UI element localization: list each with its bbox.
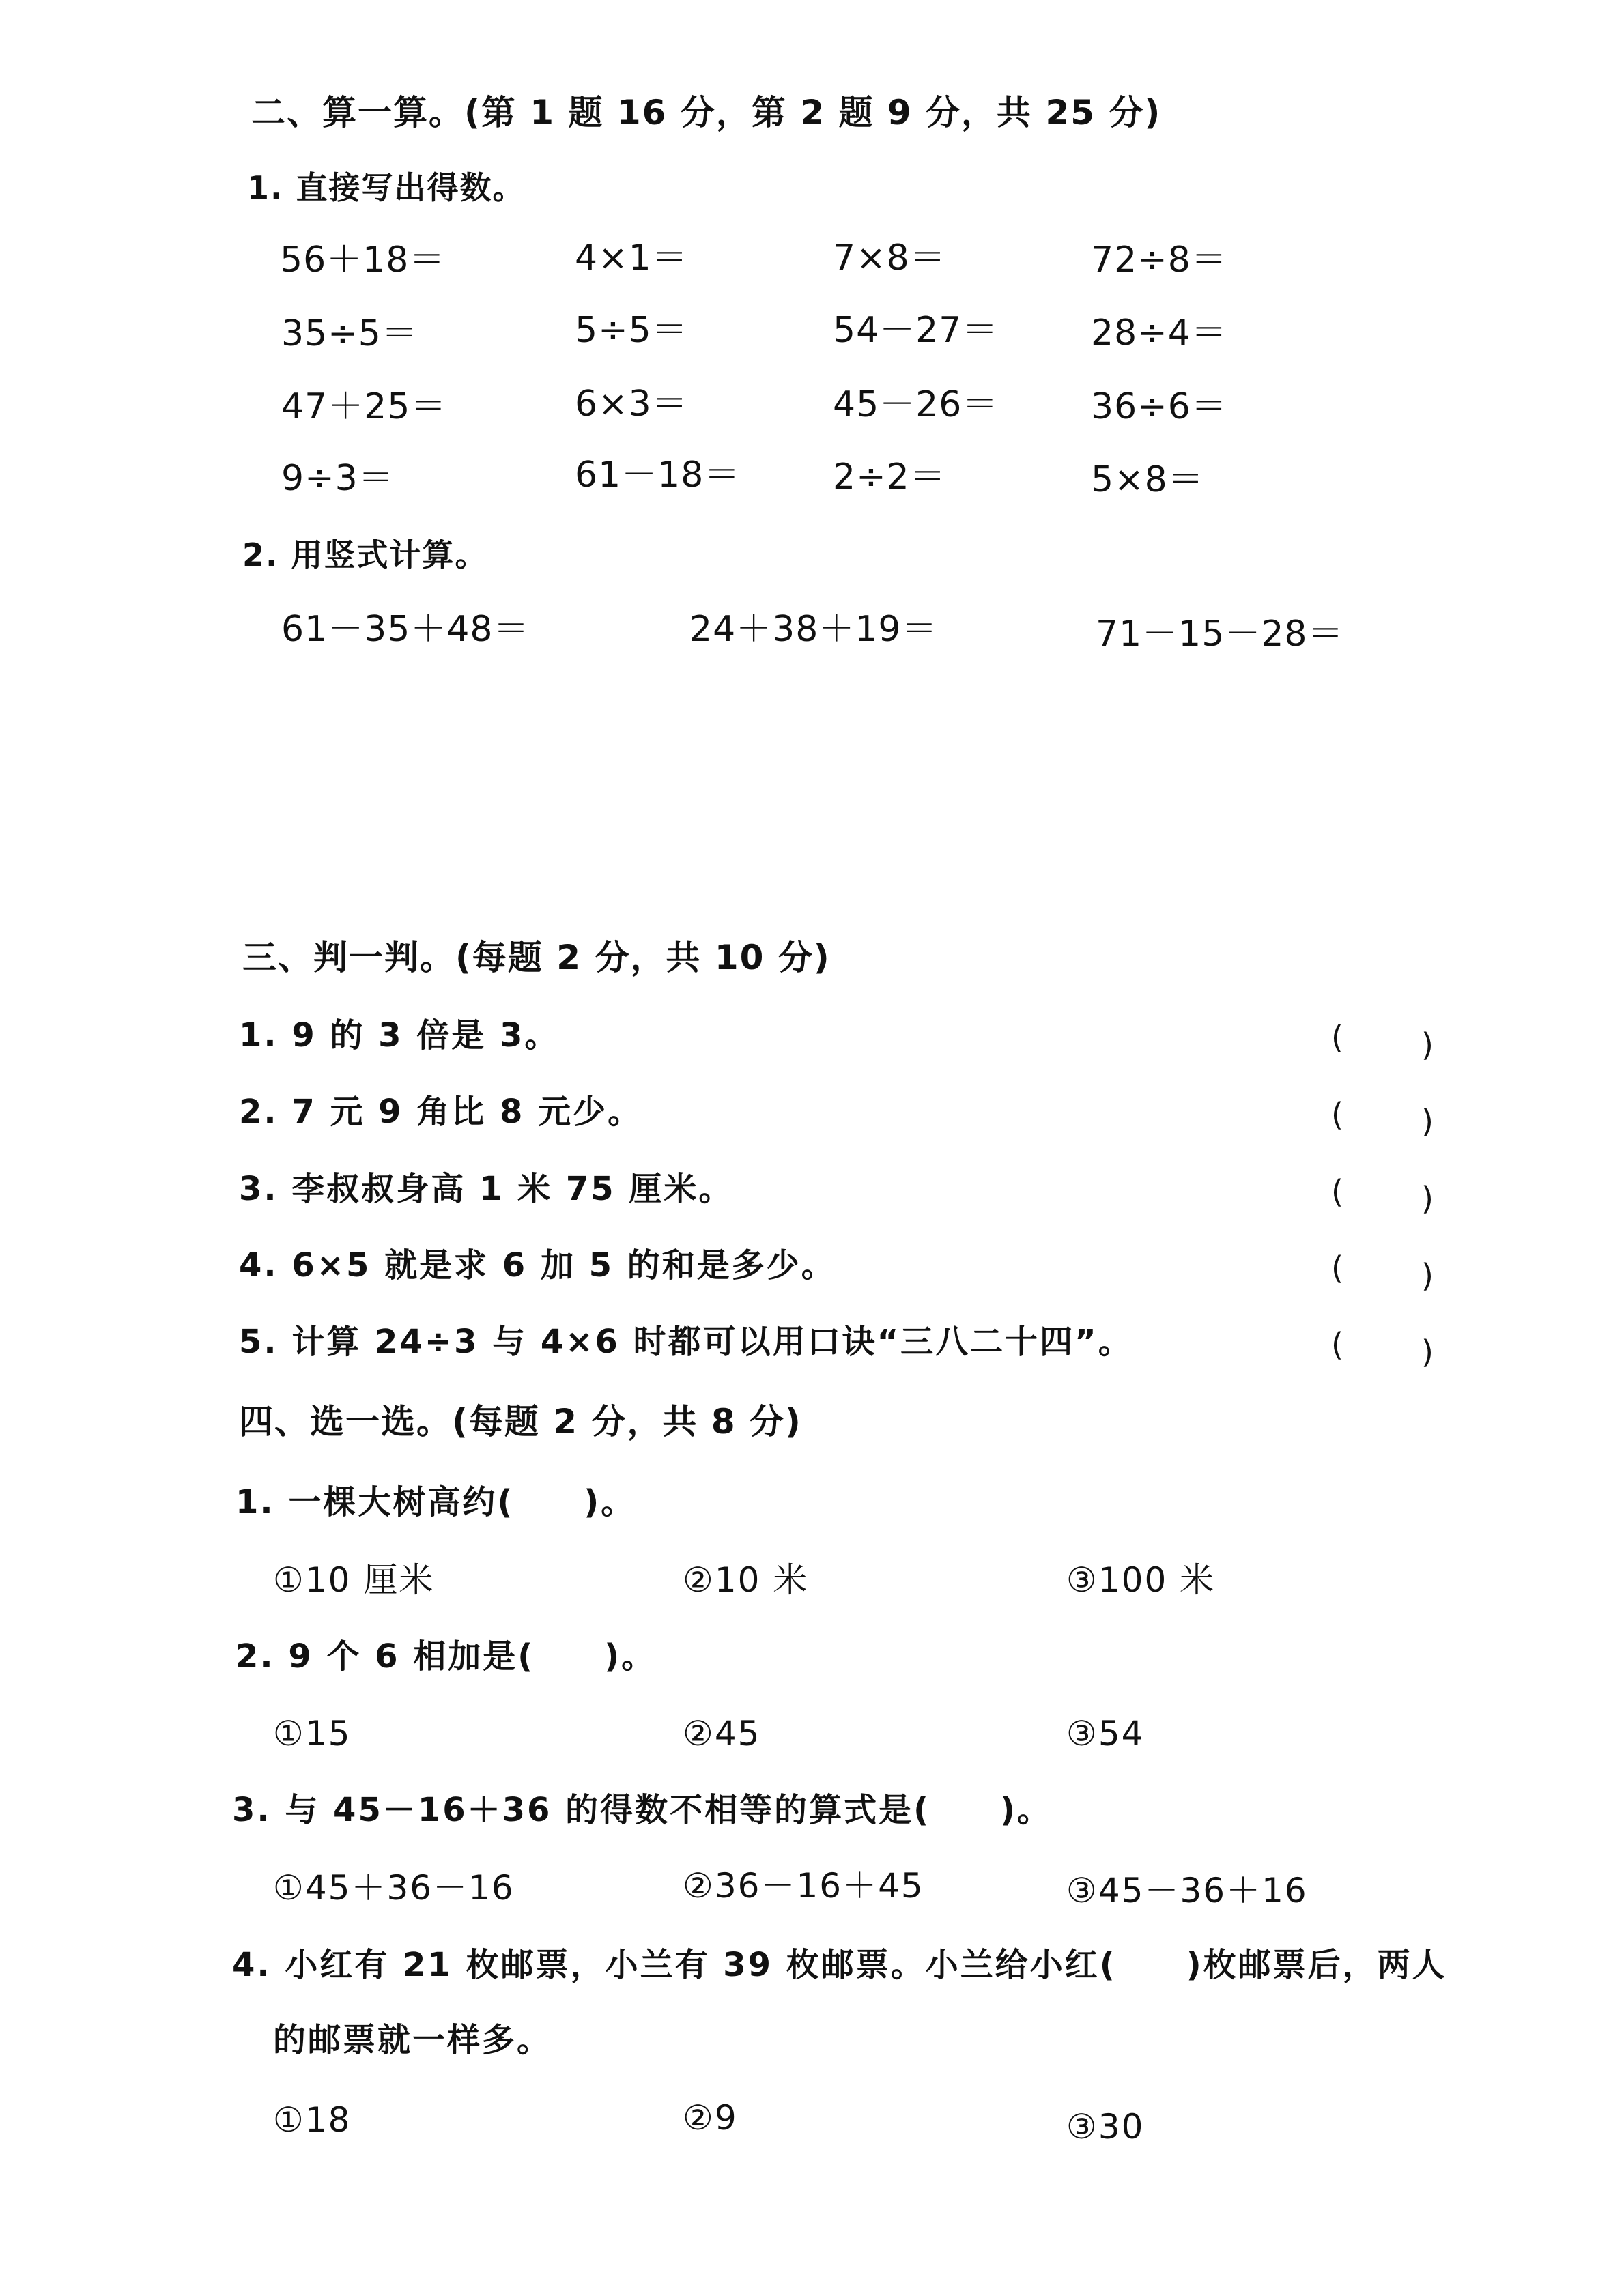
answer-paren-open: ( (1331, 1326, 1343, 1363)
section-2-q1-label: 1. 直接写出得数。 (247, 169, 526, 206)
choice-option[interactable]: ③30 (1066, 2107, 1145, 2147)
choice-question-stem: 4. 小红有 21 枚邮票，小兰有 39 枚邮票。小兰给小红( )枚邮票后，两人 (232, 1946, 1447, 1984)
calc-item: 35÷5＝ (281, 313, 418, 354)
calc-item: 9÷3＝ (281, 458, 395, 499)
calc-item: 5×8＝ (1091, 459, 1204, 500)
answer-paren-close[interactable]: ) (1421, 1103, 1434, 1140)
choice-option[interactable]: ③100 米 (1066, 1560, 1216, 1600)
choice-option[interactable]: ②36－16＋45 (683, 1866, 924, 1906)
answer-paren-open: ( (1331, 1173, 1343, 1210)
answer-paren-open: ( (1331, 1096, 1343, 1133)
choice-question-stem-continued: 的邮票就一样多。 (273, 2021, 552, 2059)
calc-item: 6×3＝ (575, 384, 688, 425)
calc-item: 56＋18＝ (280, 240, 446, 281)
choice-option[interactable]: ③45－36＋16 (1066, 1871, 1308, 1910)
choice-question-stem: 1. 一棵大树高约( )。 (236, 1483, 636, 1521)
calc-item: 47＋25＝ (281, 386, 447, 427)
judge-item: 1. 9 的 3 倍是 3。 (239, 1016, 560, 1054)
choice-option[interactable]: ①10 厘米 (273, 1560, 435, 1600)
calc-item: 4×1＝ (575, 238, 688, 278)
section-3-title: 三、判一判。(每题 2 分，共 10 分) (242, 938, 831, 977)
calc-item: 45－26＝ (833, 384, 999, 425)
choice-option[interactable]: ②45 (683, 1714, 761, 1753)
answer-paren-close[interactable]: ) (1421, 1334, 1434, 1371)
judge-item: 5. 计算 24÷3 与 4×6 时都可以用口诀“三八二十四”。 (239, 1323, 1133, 1361)
answer-paren-close[interactable]: ) (1421, 1027, 1434, 1063)
section-4-title: 四、选一选。(每题 2 分，共 8 分) (239, 1402, 802, 1441)
choice-option[interactable]: ①18 (273, 2100, 352, 2140)
choice-option[interactable]: ②9 (683, 2098, 738, 2138)
calc-item: 61－18＝ (575, 455, 741, 496)
choice-option[interactable]: ③54 (1066, 1714, 1145, 1753)
calc-item: 7×8＝ (833, 238, 946, 278)
judge-item: 2. 7 元 9 角比 8 元少。 (239, 1093, 643, 1131)
choice-option[interactable]: ①45＋36－16 (273, 1868, 515, 1908)
calc-item: 54－27＝ (833, 310, 999, 351)
choice-question-stem: 2. 9 个 6 相加是( )。 (236, 1637, 657, 1676)
choice-option[interactable]: ②10 米 (683, 1560, 809, 1600)
vertical-calc-item: 61－35＋48＝ (281, 609, 530, 650)
calc-item: 2÷2＝ (833, 457, 946, 498)
choice-question-stem: 3. 与 45－16＋36 的得数不相等的算式是( )。 (232, 1791, 1053, 1829)
calc-item: 5÷5＝ (575, 310, 688, 351)
vertical-calc-item: 71－15－28＝ (1096, 614, 1344, 655)
answer-paren-close[interactable]: ) (1421, 1180, 1434, 1217)
answer-paren-close[interactable]: ) (1421, 1257, 1434, 1294)
choice-option[interactable]: ①15 (273, 1714, 352, 1753)
answer-paren-open: ( (1331, 1019, 1343, 1056)
section-2-q2-label: 2. 用竖式计算。 (242, 536, 488, 573)
vertical-calc-item: 24＋38＋19＝ (689, 609, 938, 650)
judge-item: 4. 6×5 就是求 6 加 5 的和是多少。 (239, 1246, 836, 1285)
answer-paren-open: ( (1331, 1250, 1343, 1287)
judge-item: 3. 李叔叔身高 1 米 75 厘米。 (239, 1170, 734, 1208)
calc-item: 28÷4＝ (1091, 313, 1227, 354)
section-2-title: 二、算一算。(第 1 题 16 分，第 2 题 9 分，共 25 分) (251, 93, 1162, 132)
calc-item: 36÷6＝ (1091, 386, 1227, 427)
calc-item: 72÷8＝ (1091, 240, 1227, 281)
